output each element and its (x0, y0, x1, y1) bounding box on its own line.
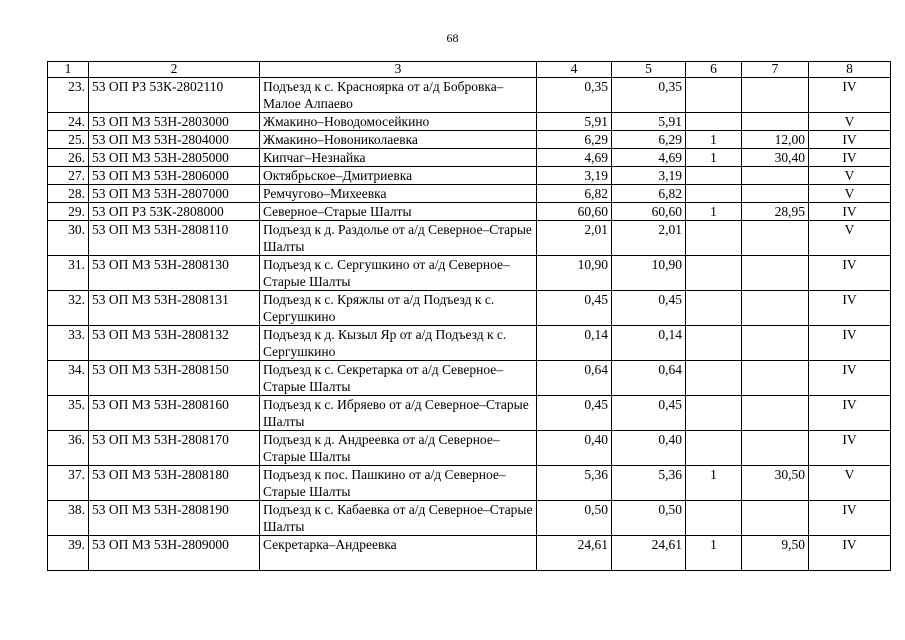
column-7-cell (742, 501, 809, 536)
table-row (48, 203, 891, 221)
column-7-cell: 30,40 (742, 149, 809, 167)
column-5-cell: 0,50 (612, 501, 686, 536)
row-number-cell: 39. (48, 536, 89, 571)
column-6-cell (686, 361, 742, 396)
column-5-cell: 0,64 (612, 361, 686, 396)
table-row (48, 131, 891, 149)
column-4-cell: 10,90 (537, 256, 612, 291)
row-number-cell: 30. (48, 221, 89, 256)
column-7-cell (742, 185, 809, 203)
road-code-cell: 53 ОП МЗ 53Н-2808160 (89, 396, 260, 431)
column-6-cell: 1 (686, 466, 742, 501)
table-row (48, 78, 891, 113)
column-6-cell (686, 291, 742, 326)
column-7-cell (742, 113, 809, 131)
header-cell: 6 (686, 62, 742, 78)
header-cell: 1 (48, 62, 89, 78)
table-row (48, 536, 891, 571)
roads-table (47, 61, 891, 571)
column-7-cell (742, 291, 809, 326)
column-4-cell: 5,36 (537, 466, 612, 501)
column-4-cell: 4,69 (537, 149, 612, 167)
column-6-cell: 1 (686, 536, 742, 571)
category-cell: IV (809, 536, 891, 571)
column-5-cell: 0,40 (612, 431, 686, 466)
column-7-cell: 12,00 (742, 131, 809, 149)
column-4-cell: 2,01 (537, 221, 612, 256)
road-code-cell: 53 ОП МЗ 53Н-2808180 (89, 466, 260, 501)
column-6-cell (686, 501, 742, 536)
row-number-cell: 35. (48, 396, 89, 431)
category-cell: V (809, 167, 891, 185)
column-5-cell: 0,35 (612, 78, 686, 113)
column-4-cell: 6,29 (537, 131, 612, 149)
row-number-cell: 25. (48, 131, 89, 149)
table-row (48, 431, 891, 466)
category-cell: IV (809, 131, 891, 149)
header-cell: 7 (742, 62, 809, 78)
road-name-cell: Жмакино–Новониколаевка (260, 131, 537, 149)
road-code-cell: 53 ОП МЗ 53Н-2808170 (89, 431, 260, 466)
column-7-cell (742, 396, 809, 431)
column-5-cell: 0,14 (612, 326, 686, 361)
column-4-cell: 6,82 (537, 185, 612, 203)
column-5-cell: 0,45 (612, 396, 686, 431)
category-cell: IV (809, 396, 891, 431)
column-7-cell (742, 326, 809, 361)
table-row (48, 221, 891, 256)
column-4-cell: 60,60 (537, 203, 612, 221)
row-number-cell: 36. (48, 431, 89, 466)
column-6-cell: 1 (686, 203, 742, 221)
column-5-cell: 6,82 (612, 185, 686, 203)
header-cell: 3 (260, 62, 537, 78)
table-row (48, 361, 891, 396)
category-cell: IV (809, 256, 891, 291)
road-code-cell: 53 ОП МЗ 53Н-2804000 (89, 131, 260, 149)
row-number-cell: 28. (48, 185, 89, 203)
header-cell: 4 (537, 62, 612, 78)
table-row (48, 185, 891, 203)
table-row (48, 501, 891, 536)
road-name-cell: Подъезд к с. Секретарка от а/д Северное–Старые Шалты (260, 361, 537, 396)
road-code-cell: 53 ОП МЗ 53Н-2807000 (89, 185, 260, 203)
category-cell: IV (809, 291, 891, 326)
row-number-cell: 34. (48, 361, 89, 396)
road-name-cell: Жмакино–Новодомосейкино (260, 113, 537, 131)
column-6-cell (686, 185, 742, 203)
road-name-cell: Кипчаг–Незнайка (260, 149, 537, 167)
column-4-cell: 0,35 (537, 78, 612, 113)
column-5-cell: 3,19 (612, 167, 686, 185)
road-name-cell: Подъезд к д. Кызыл Яр от а/д Подъезд к с. Сергушкино (260, 326, 537, 361)
column-5-cell: 0,45 (612, 291, 686, 326)
table-row (48, 466, 891, 501)
table-row (48, 113, 891, 131)
column-6-cell (686, 78, 742, 113)
category-cell: IV (809, 501, 891, 536)
category-cell: IV (809, 326, 891, 361)
road-code-cell: 53 ОП РЗ 53К-2802110 (89, 78, 260, 113)
category-cell: IV (809, 203, 891, 221)
page-number: 68 (446, 31, 459, 45)
column-4-cell: 5,91 (537, 113, 612, 131)
row-number-cell: 26. (48, 149, 89, 167)
column-5-cell: 60,60 (612, 203, 686, 221)
road-name-cell: Октябрьское–Дмитриевка (260, 167, 537, 185)
column-4-cell: 0,45 (537, 396, 612, 431)
road-code-cell: 53 ОП МЗ 53Н-2808150 (89, 361, 260, 396)
row-number-cell: 38. (48, 501, 89, 536)
road-name-cell: Подъезд к с. Ибряево от а/д Северное–Старые Шалты (260, 396, 537, 431)
row-number-cell: 33. (48, 326, 89, 361)
column-6-cell (686, 167, 742, 185)
column-4-cell: 3,19 (537, 167, 612, 185)
road-code-cell: 53 ОП МЗ 53Н-2809000 (89, 536, 260, 571)
column-7-cell: 28,95 (742, 203, 809, 221)
column-5-cell: 2,01 (612, 221, 686, 256)
column-6-cell (686, 113, 742, 131)
column-4-cell: 0,50 (537, 501, 612, 536)
category-cell: IV (809, 78, 891, 113)
column-6-cell (686, 396, 742, 431)
column-5-cell: 5,91 (612, 113, 686, 131)
category-cell: IV (809, 361, 891, 396)
road-name-cell: Подъезд к с. Сергушкино от а/д Северное–Старые Шалты (260, 256, 537, 291)
column-5-cell: 10,90 (612, 256, 686, 291)
road-name-cell: Северное–Старые Шалты (260, 203, 537, 221)
category-cell: IV (809, 149, 891, 167)
category-cell: V (809, 185, 891, 203)
column-4-cell: 0,40 (537, 431, 612, 466)
column-6-cell (686, 431, 742, 466)
road-name-cell: Подъезд к с. Кабаевка от а/д Северное–Старые Шалты (260, 501, 537, 536)
row-number-cell: 31. (48, 256, 89, 291)
road-code-cell: 53 ОП МЗ 53Н-2808190 (89, 501, 260, 536)
header-cell: 2 (89, 62, 260, 78)
column-6-cell (686, 221, 742, 256)
road-code-cell: 53 ОП МЗ 53Н-2808131 (89, 291, 260, 326)
column-5-cell: 5,36 (612, 466, 686, 501)
column-7-cell (742, 78, 809, 113)
column-7-cell (742, 256, 809, 291)
column-7-cell (742, 361, 809, 396)
road-code-cell: 53 ОП МЗ 53Н-2808110 (89, 221, 260, 256)
road-code-cell: 53 ОП МЗ 53Н-2808132 (89, 326, 260, 361)
table-body (48, 78, 891, 571)
column-6-cell: 1 (686, 149, 742, 167)
column-5-cell: 4,69 (612, 149, 686, 167)
road-name-cell: Подъезд к пос. Пашкино от а/д Северное–Старые Шалты (260, 466, 537, 501)
row-number-cell: 27. (48, 167, 89, 185)
table-header-row (48, 62, 891, 78)
column-6-cell: 1 (686, 131, 742, 149)
column-4-cell: 0,14 (537, 326, 612, 361)
category-cell: V (809, 466, 891, 501)
category-cell: V (809, 221, 891, 256)
column-4-cell: 24,61 (537, 536, 612, 571)
column-7-cell (742, 167, 809, 185)
header-cell: 8 (809, 62, 891, 78)
column-7-cell: 9,50 (742, 536, 809, 571)
road-name-cell: Ремчугово–Михеевка (260, 185, 537, 203)
column-7-cell (742, 431, 809, 466)
column-5-cell: 6,29 (612, 131, 686, 149)
road-code-cell: 53 ОП МЗ 53Н-2806000 (89, 167, 260, 185)
column-4-cell: 0,45 (537, 291, 612, 326)
table-row (48, 291, 891, 326)
column-7-cell (742, 221, 809, 256)
row-number-cell: 23. (48, 78, 89, 113)
table-row (48, 167, 891, 185)
category-cell: V (809, 113, 891, 131)
column-6-cell (686, 326, 742, 361)
column-4-cell: 0,64 (537, 361, 612, 396)
road-code-cell: 53 ОП МЗ 53Н-2805000 (89, 149, 260, 167)
road-code-cell: 53 ОП РЗ 53К-2808000 (89, 203, 260, 221)
category-cell: IV (809, 431, 891, 466)
table-row (48, 396, 891, 431)
column-7-cell: 30,50 (742, 466, 809, 501)
road-name-cell: Подъезд к д. Андреевка от а/д Северное– Старые Шалты (260, 431, 537, 466)
table-row (48, 256, 891, 291)
column-5-cell: 24,61 (612, 536, 686, 571)
row-number-cell: 29. (48, 203, 89, 221)
table-row (48, 149, 891, 167)
row-number-cell: 24. (48, 113, 89, 131)
row-number-cell: 32. (48, 291, 89, 326)
road-name-cell: Подъезд к с. Красноярка от а/д Бобровка–Малое Алпаево (260, 78, 537, 113)
header-cell: 5 (612, 62, 686, 78)
road-name-cell: Секретарка–Андреевка (260, 536, 537, 571)
road-code-cell: 53 ОП МЗ 53Н-2808130 (89, 256, 260, 291)
road-code-cell: 53 ОП МЗ 53Н-2803000 (89, 113, 260, 131)
row-number-cell: 37. (48, 466, 89, 501)
road-name-cell: Подъезд к с. Кряжлы от а/д Подъезд к с. Сергушкино (260, 291, 537, 326)
road-name-cell: Подъезд к д. Раздолье от а/д Северное–Старые Шалты (260, 221, 537, 256)
column-6-cell (686, 256, 742, 291)
table-row (48, 326, 891, 361)
